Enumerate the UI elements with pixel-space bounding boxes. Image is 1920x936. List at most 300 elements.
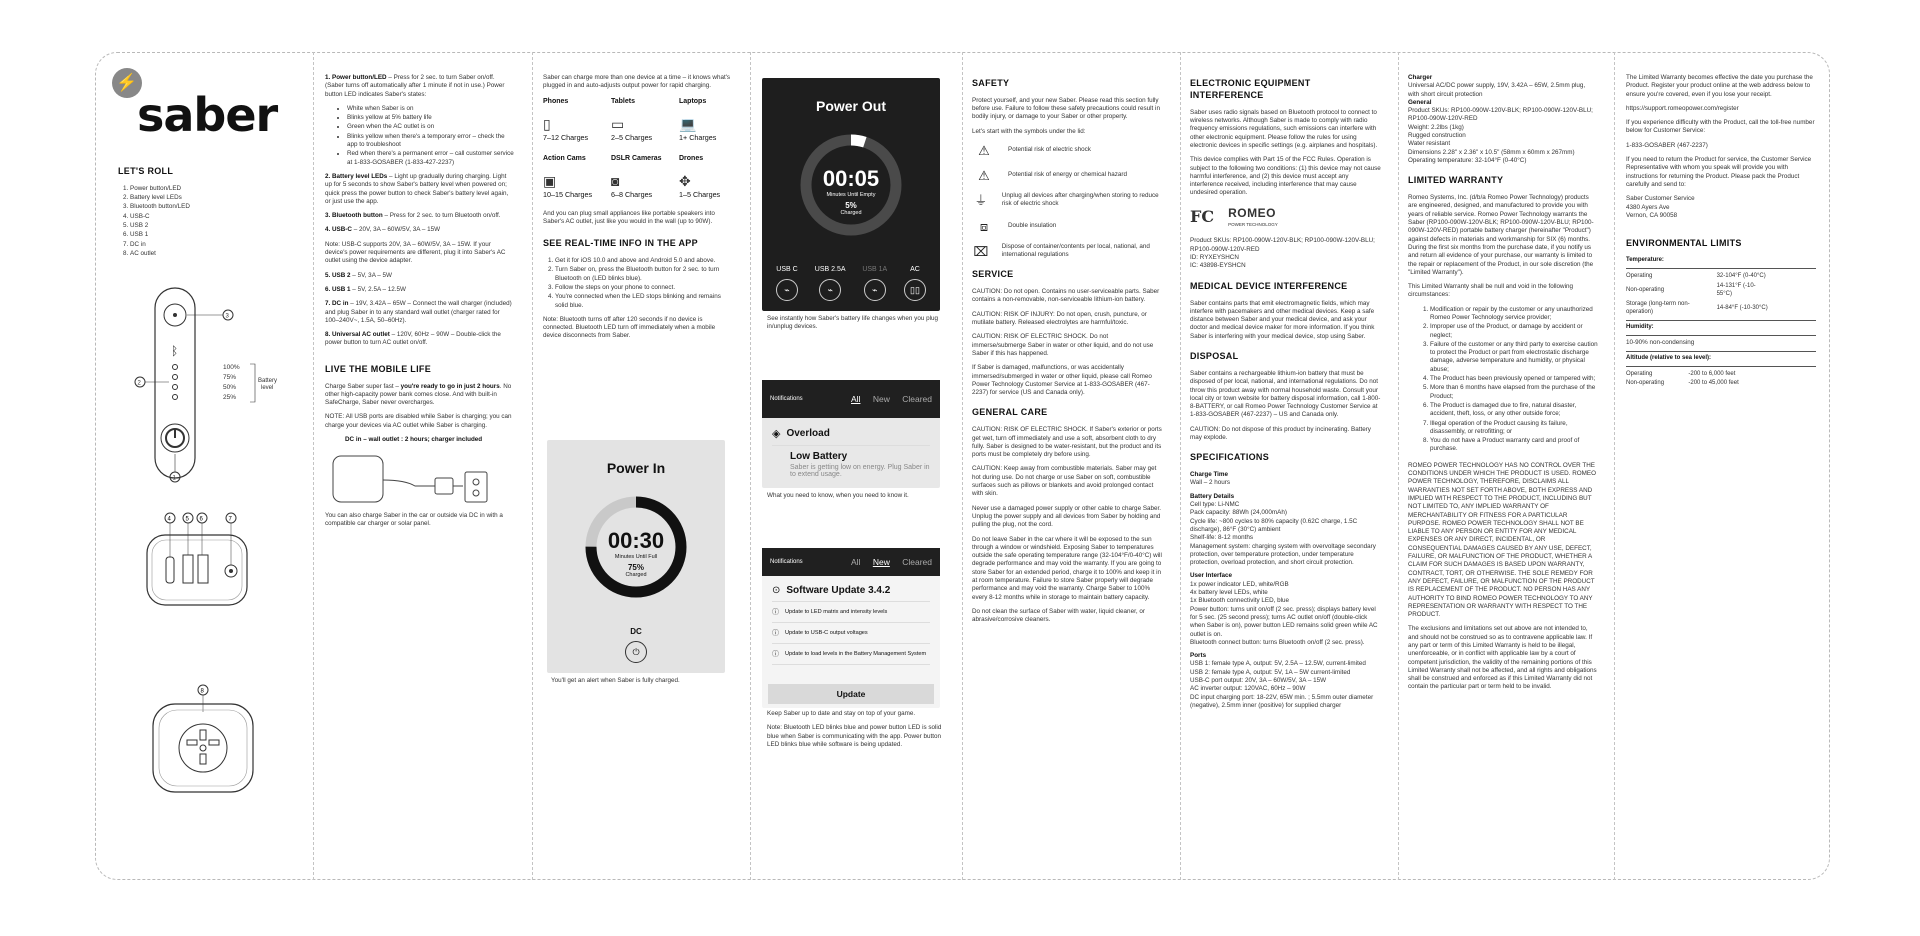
laptop-icon: 💻 <box>679 115 697 132</box>
svg-text:ᛒ: ᛒ <box>171 344 179 358</box>
spec-line: USB 1: female type A, output: 5V, 2.5A – 12.5W, current-limited <box>1190 660 1366 668</box>
update-items-list <box>772 602 930 665</box>
svg-text:1: 1 <box>172 475 176 482</box>
dc-port-label: DC <box>630 627 642 636</box>
device-ports-diagram <box>135 510 275 615</box>
device-ac-outlet-diagram <box>145 682 260 797</box>
env-row <box>1626 300 1771 318</box>
fold-line <box>1614 52 1615 880</box>
panel-support <box>1626 74 1816 389</box>
device-charges: 1+ Charges <box>679 132 717 142</box>
info-icon: ⓘ <box>772 609 779 616</box>
paragraph: CAUTION: Do not open. Contains no user-serviceable parts. Saber contains a non-removable, non-serviceable lithium-ion battery. <box>972 288 1160 304</box>
lightning-bolt-icon: ⚡ <box>112 68 142 98</box>
warranty-void-list <box>1408 306 1598 454</box>
altitude-title: Altitude (relative to sea level): <box>1626 354 1712 361</box>
general-title: General <box>1408 98 1432 106</box>
item-text: – 120V, 60Hz – 90W – Double-click the power button to turn AC outlet on/off. <box>325 331 501 347</box>
usb-port-icon: ▯▯ <box>904 279 926 301</box>
item-title: 2. Battery level LEDs <box>325 172 388 180</box>
section-heading: LIMITED WARRANTY <box>1408 175 1504 186</box>
unplug-icon: ⏚ <box>974 193 988 209</box>
device-cell <box>679 97 747 143</box>
panel-lets-roll <box>118 162 303 264</box>
svg-text:5: 5 <box>185 516 189 523</box>
update-item-text: Update to load levels in the Battery Management System <box>785 651 927 657</box>
level-25: 25% <box>223 394 237 401</box>
svg-text:Battery: Battery <box>258 378 278 384</box>
update-title: Software Update 3.4.2 <box>786 585 891 596</box>
screen-title: Power In <box>606 460 666 476</box>
port-label: USB 1A <box>862 266 888 273</box>
port-label: AC <box>910 266 920 273</box>
port-label: USB 2.5A <box>814 266 846 273</box>
item-title: 7. DC in <box>325 300 349 308</box>
paragraph: CAUTION: Keep away from combustible materials. Saber may get hot during use. Do not charge or use Saber on soft, combustible surfaces such as pillows or blankets and avoid prolonged contact with skin. <box>972 465 1157 498</box>
update-item-text: Update to USB-C output voltages <box>785 630 868 636</box>
info-icon: ⓘ <box>772 630 779 637</box>
led-state-item: • White when Saber is on <box>347 105 515 113</box>
svg-text:4: 4 <box>167 516 171 523</box>
svg-text:2: 2 <box>137 380 141 387</box>
paragraph: Do not leave Saber in the car where it will be exposed to the sun through a window or windshield. Exposing Saber to temperatures outside the safe operating temperature range (32-104°F/0-40°C) will degrade performance and may void the warranty. If you are going to store Saber for an extended period, charge it to 100% and keep it in at room temperature. Failure to store Saber properly will degrade performance and may void the warranty. Charge Saber to 100% every 8-12 months while in storage to maintain battery capacity. <box>972 535 1162 601</box>
general-spec-line: Operating temperature: 32-104°F (0-40°C) <box>1408 156 1527 164</box>
address-line: 4380 Ayers Ave <box>1626 203 1670 211</box>
device-charge-grid <box>543 97 735 200</box>
safety-intro: Protect yourself, and your new Saber. Please read this section fully before use. Failure to follow these safety precautions could result in bodily injury, or damage to your Saber or other property. <box>972 96 1160 121</box>
svg-text:3: 3 <box>225 313 229 320</box>
paragraph: Saber uses radio signals based on Bluetooth protocol to connect to wireless networks. Although Saber is made to comply with radio frequency emissions regulations, such emissions can interfere with other electronic equipment. Please follow the rules for using electronic devices in specific settings (e.g. airplanes and hospitals). <box>1190 108 1378 149</box>
app-step-item: 1. Get it for iOS 10.0 and above and Android 5.0 and above. <box>555 257 735 265</box>
general-spec-line: Weight: 2.2lbs (1kg) <box>1408 123 1464 131</box>
spec-line: AC inverter output: 120VAC, 60Hz – 90W <box>1190 685 1306 693</box>
device-cell <box>611 97 679 143</box>
part-item: 3. Bluetooth button/LED <box>130 203 303 211</box>
app-step-item: 4. You're connected when the LED stops blinking and remains solid blue. <box>555 293 735 310</box>
update-item <box>772 623 930 644</box>
time-subtitle: Minutes Until Empty <box>826 192 876 198</box>
percent-label: Charged <box>840 210 862 216</box>
drone-icon: ✥ <box>679 173 691 190</box>
device-cell <box>543 97 611 143</box>
percent-readout: 5% <box>845 201 857 210</box>
paragraph: CAUTION: RISK OF ELECTRIC SHOCK. Do not immerse/submerge Saber in water or other liquid, and do not use Saber if this has happened. <box>972 333 1154 357</box>
section-heading: MEDICAL DEVICE INTERFERENCE <box>1190 280 1348 291</box>
app-steps-list <box>543 257 735 310</box>
env-label: Operating <box>1626 272 1653 279</box>
fold-line <box>1180 52 1181 880</box>
usb-disabled-note: NOTE: All USB ports are disabled while Saber is charging; you can charge your devices via AC outlet while Saber is charging. <box>325 413 512 429</box>
tab-cleared[interactable]: Cleared <box>902 557 932 567</box>
void-item: 2. Improper use of the Product, or damage by accident or neglect; <box>1430 323 1598 340</box>
part-item: 8. AC outlet <box>130 250 303 258</box>
cert-logos <box>1190 206 1382 228</box>
paragraph: If Saber is damaged, malfunctions, or was accidentally immersed/submerged in water or other liquid, please call Romeo Power Technology Customer Service at 1-833-GOSABER (467-2237) for service (US and Canada only). <box>972 364 1152 397</box>
device-cell <box>543 154 611 200</box>
led-states-list <box>325 105 515 167</box>
general-spec-line: Product SKUs: RP100-090W-120V-BLK; RP100-090W-120V-BLU; RP100-090W-120V-RED <box>1408 107 1593 123</box>
caption-wrap <box>767 710 947 755</box>
device-name: Action Cams <box>543 155 586 163</box>
double-insulation-icon: ⧈ <box>979 218 989 234</box>
caption-wrap <box>767 492 947 506</box>
section-heading: SERVICE <box>972 269 1014 280</box>
fcc-logo: FC <box>1190 207 1215 227</box>
address-line: Vernon, CA 90058 <box>1626 211 1678 219</box>
info-icon: ⓘ <box>772 651 779 658</box>
percent-label: Charged <box>625 572 647 578</box>
charger-title: Charger <box>1408 74 1433 81</box>
device-name: Phones <box>543 97 569 105</box>
paragraph: CAUTION: RISK OF ELECTRIC SHOCK. If Saber's exterior or ports get wet, turn off immediately and use a soft, absorbent cloth to dry fully. Saber is designed to be water-resistant, but the product and its ports must be completely dry before using. <box>972 426 1162 459</box>
output-port <box>815 266 846 301</box>
altitude-table <box>1626 370 1771 390</box>
device-name: Laptops <box>679 97 707 105</box>
usb-c-note: Note: USB-C supports 20V, 3A – 60W/5V, 3A – 15W. If your device's power requirements are different, plug it into Saber's AC outlet using the device adapter. <box>325 240 506 265</box>
svg-text:level: level <box>261 385 274 391</box>
panel-warranty <box>1408 74 1598 698</box>
symbol-text: Double insulation <box>1008 221 1057 229</box>
spec-line: Cell type: Li-NMC <box>1190 501 1240 509</box>
caption-wrap <box>767 315 947 338</box>
medical-text: Saber contains parts that emit electromagnetic fields, which may interfere with pacemakers and other medical devices. Keep a safe distance between Saber and your medical device, and ask your doctor and medical device maker for more information. If you think Saber is interfering with your medical device, stop using Saber. <box>1190 299 1375 340</box>
notifications-header: Notifications <box>770 559 803 565</box>
section-heading: ELECTRONIC EQUIPMENT INTERFERENCE <box>1190 78 1311 100</box>
device-top-diagram <box>125 282 295 492</box>
device-cell <box>611 154 679 200</box>
charger-text: Universal AC/DC power supply, 19V, 3.42A – 65W, 2.5mm plug, with short circuit protection <box>1408 82 1586 98</box>
level-75: 75% <box>223 374 237 381</box>
time-readout: 00:05 <box>822 166 880 191</box>
env-value: 14-131°F (-10-55°C) <box>1716 282 1756 297</box>
device-charges: 6–8 Charges <box>611 190 653 200</box>
usb-port-icon: ⌁ <box>776 279 798 301</box>
panel-buttons <box>325 74 515 534</box>
output-ports-row <box>776 266 926 301</box>
led-state-item: • Blinks yellow at 5% battery life <box>347 114 515 122</box>
disposal-text: Saber contains a rechargeable lithium-ion battery that must be disposed of per local, national, and international regulations. Do not throw this product away with normal household waste. Consult your local city or town website for battery disposal information, call 1-800-8-BATTERY, or call Romeo Power Technology Customer Service at 1-833-GOSABER (467-2237) – US and Canada only. <box>1190 369 1381 419</box>
return-text: If you need to return the Product for service, the Customer Service Representative with whom you speak will provide you with instructions for returning the Product. Please pack the Product carefully and send to: <box>1626 156 1812 188</box>
symbol-text: Potential risk of energy or chemical hazard <box>1008 170 1127 178</box>
void-item: 6. The Product is damaged due to fire, natural disaster, accident, theft, loss, or any other outside force; <box>1430 402 1598 419</box>
register-link[interactable]: https://support.romeopower.com/register <box>1626 104 1739 112</box>
section-heading: GENERAL CARE <box>972 407 1048 418</box>
env-value: 32-104°F (0-40°C) <box>1716 272 1766 279</box>
fold-line <box>750 52 751 880</box>
env-value: 14-84°F (-10-30°C) <box>1716 304 1768 311</box>
live-highlight: you're ready to go in just 2 hours <box>400 382 500 390</box>
device-charges: 7–12 Charges <box>543 132 589 142</box>
app-step-item: 3. Follow the steps on your phone to connect. <box>555 284 735 292</box>
spec-line: 1x Bluetooth connectivity LED, blue <box>1190 597 1290 605</box>
void-item: 5. More than 6 months have elapsed from the purchase of the Product; <box>1430 384 1598 401</box>
brand-logo: saber <box>137 88 278 142</box>
spec-line: 4x battery level LEDs, white <box>1190 589 1268 597</box>
multi-device-intro: Saber can charge more than one device at a time – it knows what's plugged in and auto-adjusts output power for rapid charging. <box>543 74 731 90</box>
eei-text <box>1190 109 1382 198</box>
notifications-header: Notifications <box>770 396 803 402</box>
paragraph: This device complies with Part 15 of the FCC Rules. Operation is subject to the following two conditions: (1) this device may not cause harmful interference, and (2) this device must accept any interference received, including interference that may cause undesired operation. <box>1190 156 1381 197</box>
symbol-text: Dispose of container/contents per local, national, and international regulations <box>1001 242 1150 258</box>
part-item: 1. Power button/LED <box>130 185 303 193</box>
spec-line: 1x power indicator LED, white/RGB <box>1190 580 1289 588</box>
svg-text:7: 7 <box>228 516 232 523</box>
update-button[interactable]: Update <box>768 684 934 704</box>
spec-title: Battery Details <box>1190 492 1235 500</box>
tab-new[interactable]: New <box>872 557 890 567</box>
spec-line: Cycle life: ~800 cycles to 80% capacity (0.62C charge, 1.5C discharge), 86°F (30°C) ambient <box>1190 517 1358 533</box>
wall-charger-illustration <box>325 450 500 508</box>
temperature-title: Temperature: <box>1626 257 1664 264</box>
item-text: – Light up gradually during charging. Light up for 5 seconds to show Saber's battery level when powered on; quick press the power button to check Saber's battery level again, or just use the app. <box>325 172 509 205</box>
disposal-caution: CAUTION: Do not dispose of this product by incinerating. Battery may explode. <box>1190 425 1371 441</box>
device-charges: 1–5 Charges <box>679 190 721 200</box>
section-heading: LIVE THE MOBILE LIFE <box>325 363 432 374</box>
part-item: 2. Battery level LEDs <box>130 194 303 202</box>
section-heading: LET'S ROLL <box>118 166 174 176</box>
time-readout: 00:30 <box>607 528 665 553</box>
env-value: -200 to 45,000 feet <box>1688 380 1739 387</box>
device-charges: 10–15 Charges <box>543 190 593 200</box>
warranty-exclusions: The exclusions and limitations set out above are not intended to, and should not be construed so as to contravene applicable law. If any part or term of this Limited Warranty is held to be illegal, unenforceable, or in conflict with applicable law by a court of competent jurisdiction, the validity of the remaining portions of this Limited Warranty shall not be affected, and all rights and obligations shall be construed and enforced as if this Limited Warranty did not contain the particular part or term held to be invalid. <box>1408 625 1597 691</box>
product-skus: Product SKUs: RP100-090W-120V-BLK; RP100-090W-120V-BLU; RP100-090W-120V-RED <box>1190 237 1375 253</box>
spec-line: Management system: charging system with overvoltage secondary protection, over temperature protection, under temperature protection, overload protection, and short circuit protection. <box>1190 542 1376 567</box>
device-charges: 2–5 Charges <box>611 132 653 142</box>
void-item: 3. Failure of the customer or any third party to exercise caution to protect the Product or part from electrostatic discharge damage, adverse temperature and humidity, or physical abuse; <box>1430 341 1598 374</box>
app-step-item: 2. Turn Saber on, press the Bluetooth button for 2 sec. to turn Bluetooth on (LED blinks blue). <box>555 266 735 283</box>
safety-symbol-row <box>972 218 1162 234</box>
item-title: 6. USB 1 <box>325 285 351 293</box>
safety-symbol-row <box>972 142 1162 158</box>
void-item: 7. Illegal operation of the Product causing its failure, disassembly, or retrofitting; or <box>1430 420 1598 437</box>
section-heading: SPECIFICATIONS <box>1190 452 1270 463</box>
spec-line: DC input charging port: 18-22V, 65W min. ; 5.5mm outer diameter (negative), 2.5mm inner (positive) for supplied charger <box>1190 693 1374 709</box>
parts-list <box>118 185 303 258</box>
device-name: DSLR Cameras <box>611 155 662 163</box>
general-spec-line: Water resistant <box>1408 140 1451 148</box>
romeo-wordmark: ROMEO <box>1228 205 1276 220</box>
notification-title: Low Battery <box>790 451 848 462</box>
env-label: Storage (long-term non-operation) <box>1626 300 1690 315</box>
led-state-item: • Blinks yellow when there's a temporary error – check the app to troubleshoot <box>347 133 515 150</box>
update-item <box>772 602 930 623</box>
output-port <box>862 266 887 301</box>
safety-symbol-row <box>972 167 1162 183</box>
power-out-screen <box>762 78 940 311</box>
spec-title: Charge Time <box>1190 471 1229 479</box>
paragraph: CAUTION: RISK OF INJURY: Do not open, crush, puncture, or mutilate battery. Released electrolytes are harmful/toxic. <box>972 310 1147 327</box>
specifications-list <box>1190 471 1382 715</box>
item-text: – Press for 2 sec. to turn Bluetooth on/off. <box>382 212 501 220</box>
bluetooth-led-note: Note: Bluetooth LED blinks blue and power button LED is solid blue when Saber is communicating with the app. Power button LED blinks blue while software is being updated. <box>767 724 942 748</box>
ic-id: IC: 43898-EYSHCN <box>1190 262 1246 270</box>
output-port <box>776 266 798 301</box>
romeo-subtext: POWER TECHNOLOGY <box>1228 221 1278 227</box>
item-title: 4. USB-C <box>325 226 352 234</box>
dslr-camera-icon: ◙ <box>611 173 620 190</box>
section-heading: SEE REAL-TIME INFO IN THE APP <box>543 238 698 249</box>
panel-interference <box>1190 74 1382 715</box>
general-spec-line: Rugged construction <box>1408 132 1466 140</box>
item-title: 3. Bluetooth button <box>325 212 383 220</box>
humidity-value: 10-90% non-condensing <box>1626 339 1695 347</box>
fcc-id: ID: RYXEYSHCN <box>1190 254 1239 262</box>
section-heading: ENVIRONMENTAL LIMITS <box>1626 238 1742 249</box>
notifications-screen <box>762 380 940 488</box>
tab-all[interactable]: All <box>851 394 861 404</box>
item-title: 1. Power button/LED <box>325 74 387 81</box>
warranty-disclaimer: ROMEO POWER TECHNOLOGY HAS NO CONTROL OVER THE CONDITIONS UNDER WHICH THE PRODUCT IS USED. ROMEO POWER TECHNOLOGY, THEREFORE, DISCLAIMS ALL WARRANTIES NOT SET FORTH ABOVE, BOTH EXPRESS AND IMPLIED WITH RESPECT TO THE PRODUCT, INCLUDING BUT NOT LIMITED TO, ANY IMPLIED WARRANTY OF MERCHANTABILITY OR FITNESS FOR A PARTICULAR PURPOSE. ROMEO POWER TECHNOLOGY SHALL NOT BE LIABLE TO ANY PERSON OR ENTITY FOR ANY MEDICAL EXPENSES OR ANY DIRECT, INCIDENTAL, OR CONSEQUENTIAL DAMAGES CAUSED BY ANY USE, DEFECT, FAILURE, OR MALFUNCTION OF THE PRODUCT, WHETHER A CLAIM FOR SUCH DAMAGES IS BASED UPON WARRANTY, CONTRACT, TORT, OR OTHERWISE. THE SOLE REMEDY FOR ANY DEFECT, FAILURE, OR MALFUNCTION OF THE PRODUCT IS REPLACEMENT OF THE PRODUCT. NO PERSON HAS ANY AUTHORITY TO BIND ROMEO POWER TECHNOLOGY TO ANY REPRESENTATION OR WARRANTY WITH RESPECT TO THE PRODUCT. <box>1408 461 1596 619</box>
paragraph: Do not clean the surface of Saber with water, liquid cleaner, or abrasive/corrosive cleaners. <box>972 607 1145 624</box>
screen-title: Power Out <box>815 98 886 114</box>
part-item: 6. USB 1 <box>130 231 303 239</box>
spec-line: USB 2: female type A, output: 5V, 1A – 5W current-limited <box>1190 668 1351 676</box>
env-row <box>1626 370 1771 380</box>
power-in-screen <box>547 440 725 673</box>
paragraph: Never use a damaged power supply or other cable to charge Saber. Unplug the power supply and all devices from Saber by holding and pulling the plug, not the cord. <box>972 504 1162 529</box>
spacer <box>1190 710 1382 715</box>
symbols-intro: Let's start with the symbols under the lid: <box>972 127 1086 135</box>
tab-new[interactable]: New <box>872 394 890 404</box>
appliances-text: And you can plug small appliances like portable speakers into Saber's AC outlet, just like you would in the wall (up to 90W). <box>543 209 715 225</box>
update-icon: ⊙ <box>772 585 781 596</box>
fold-line <box>962 52 963 880</box>
percent-readout: 75% <box>627 563 644 572</box>
general-care-text <box>972 426 1162 624</box>
env-label: Non-operating <box>1626 380 1665 387</box>
safety-symbol-row <box>972 243 1162 260</box>
bluetooth-note: Note: Bluetooth turns off after 120 seconds if no device is connected. Bluetooth LED turn off immediately when a mobile device disconnects from Saber. <box>543 315 716 340</box>
warranty-effective-text: The Limited Warranty becomes effective the date you purchase the Product. Register your product online at the web address below to ensure you're covered, even if you lose your receipt. <box>1626 74 1813 98</box>
spec-title: Ports <box>1190 652 1207 660</box>
part-item: 5. USB 2 <box>130 222 303 230</box>
safety-symbols-list <box>972 142 1162 259</box>
spec-title: User Interface <box>1190 572 1232 580</box>
notification-overload[interactable] <box>772 422 930 446</box>
service-text <box>972 288 1162 397</box>
tablet-icon: ▭ <box>611 115 625 132</box>
part-item: 7. DC in <box>130 241 303 249</box>
temperature-table <box>1626 272 1771 318</box>
item-title: 8. Universal AC outlet <box>325 331 390 339</box>
customer-service-text: If you experience difficulty with the Product, call the toll-free number below for Customer Service: <box>1626 119 1815 135</box>
level-100: 100% <box>223 364 240 371</box>
item-text: – 19V, 3.42A – 65W – Connect the wall charger (included) and plug Saber in to any standard wall outlet (charger rated for 100–240V~, 1.5A, 50–60Hz). <box>325 300 512 324</box>
symbol-text: Unplug all devices after charging/when storing to reduce risk of electric shock <box>1001 192 1159 208</box>
update-item-text: Update to LED matrix and intensity levels <box>785 609 888 615</box>
usb-port-icon: ⌁ <box>819 279 841 301</box>
spec-line: Bluetooth connect button: turns Bluetooth on/off (2 sec. press). <box>1190 638 1365 646</box>
svg-text:6: 6 <box>199 516 203 523</box>
weee-bin-icon: ⌧ <box>973 243 989 259</box>
void-item: 8. You do not have a Product warranty card and proof of purchase. <box>1430 437 1598 454</box>
device-name: Drones <box>679 155 704 163</box>
spec-line: Pack capacity: 88Wh (24,000mAh) <box>1190 509 1287 517</box>
dc-caption: DC in – wall outlet : 2 hours; charger included <box>345 436 483 444</box>
void-item: 1. Modification or repair by the customer or any unauthorized Romeo Power Technology service provider; <box>1430 306 1598 323</box>
svg-text:8: 8 <box>200 688 204 695</box>
env-row <box>1626 282 1771 300</box>
spec-line: Power button: turns unit on/off (2 sec. press); displays battery level for 5 sec. (25 second press); turns AC outlet on/off (double-click when Saber is on), power button LED remains solid green while AC outlet is on. <box>1190 605 1378 638</box>
fold-line <box>313 52 314 880</box>
warranty-void-intro: This Limited Warranty shall be null and void in the following circumstances: <box>1408 283 1573 299</box>
device-name: Tablets <box>611 97 635 105</box>
software-update-screen <box>762 548 940 708</box>
level-50: 50% <box>223 384 237 391</box>
section-heading: DISPOSAL <box>1190 351 1239 362</box>
update-item <box>772 644 930 665</box>
customer-service-phone: 1-833-GOSABER (467-2237) <box>1626 141 1708 149</box>
port-label: USB C <box>776 266 798 273</box>
env-row <box>1626 272 1771 282</box>
symbol-text: Potential risk of electric shock <box>1008 145 1091 153</box>
warning-icon: ⚠ <box>978 143 990 159</box>
car-charging-text: You can also charge Saber in the car or outside via DC in with a compatible car charger or solar panel. <box>325 511 503 527</box>
device-cell <box>679 154 747 200</box>
env-row <box>1626 379 1771 389</box>
led-state-item: • Red when there's a permanent error – call customer service at 1-833-GOSABER (1-833-427-2237) <box>347 150 515 167</box>
humidity-title: Humidity: <box>1626 324 1654 331</box>
spec-line: Wall – 2 hours <box>1190 479 1231 487</box>
romeo-logo <box>1228 206 1278 228</box>
env-label: Non-operating <box>1626 286 1665 293</box>
item-text: – 20V, 3A – 60W/5V, 3A – 15W <box>351 226 441 234</box>
output-port <box>904 266 926 301</box>
panel-safety <box>972 74 1162 631</box>
time-subtitle: Minutes Until Full <box>614 554 658 560</box>
void-item: 4. The Product has been previously opened or tampered with; <box>1430 375 1598 383</box>
env-label: Operating <box>1626 370 1653 377</box>
power-in-caption: You'll get an alert when Saber is fully charged. <box>551 677 680 684</box>
warranty-text: Romeo Systems, Inc. (d/b/a Romeo Power Technology) products are engineered, designed, and manufactured to provide you with years of reliable service. Romeo Power Technology warrants the Saber (RP100-090W-120V-BLK; RP100-090W-120V-BLU; RP100-090W-120V-RED) portable battery charger (hereinafter "Product") against defects in materials and workmanship for SIX (6) months. During the first six months from the purchase date, if you notify us and return all evidence of your purchase, our warranty is limited to the repair or replacement of the Product, in our sole discretion (the "Limited Warranty"). <box>1408 194 1594 276</box>
item-text: – 5V, 3A – 5W <box>350 271 392 279</box>
fold-line <box>1398 52 1399 880</box>
phone-icon: ▯ <box>543 115 551 132</box>
tab-all[interactable]: All <box>851 557 861 567</box>
part-item: 4. USB-C <box>130 213 303 221</box>
notifications-caption: What you need to know, when you need to know it. <box>767 492 909 499</box>
live-text: . No other high-capacity power bank comes close. And with built-in SafeCharge, Saber never overcharges. <box>325 382 512 407</box>
overload-icon: ◈ <box>772 428 781 440</box>
general-specs <box>1408 107 1598 165</box>
general-spec-line: Dimensions 2.28" x 2.36" x 10.5" (58mm x 60mm x 267mm) <box>1408 148 1575 156</box>
item-text: – Press for 2 sec. to turn Saber on/off. (Saber turns off automatically after 1 minute if not in use.) Power button LED indicates Saber's states: <box>325 74 505 98</box>
dc-port-icon: ⏻ <box>625 641 647 663</box>
spec-line: USB-C port output: 20V, 3A – 60W/5V, 3A – 15W <box>1190 676 1327 684</box>
spec-line: Shelf-life: 8-12 months <box>1190 534 1253 542</box>
env-value: -200 to 6,000 feet <box>1688 370 1736 377</box>
safety-symbol-row <box>972 192 1162 209</box>
notification-low-battery[interactable] <box>772 446 930 478</box>
item-title: 5. USB 2 <box>325 271 351 279</box>
live-text: Charge Saber super fast – <box>325 382 401 390</box>
notification-title: Overload <box>786 428 830 439</box>
usb-port-icon: ⌁ <box>864 279 886 301</box>
fold-line <box>532 52 533 880</box>
action-cam-icon: ▣ <box>543 173 557 190</box>
section-heading: SAFETY <box>972 78 1010 88</box>
panel-devices <box>543 74 735 347</box>
item-text: – 5V, 2.5A – 12.5W <box>350 285 406 293</box>
update-caption: Keep Saber up to date and stay on top of your game. <box>767 710 916 717</box>
power-out-caption: See instantly how Saber's battery life changes when you plug in/unplug devices. <box>767 315 938 331</box>
address-line: Saber Customer Service <box>1626 195 1695 203</box>
tab-cleared[interactable]: Cleared <box>902 394 932 404</box>
power-in-caption-wrap <box>551 677 731 691</box>
warning-icon: ⚠ <box>978 168 990 184</box>
led-state-item: • Green when the AC outlet is on <box>347 123 515 131</box>
notification-subtitle: Saber is getting low on energy. Plug Saber in to extend usage. <box>790 464 930 478</box>
